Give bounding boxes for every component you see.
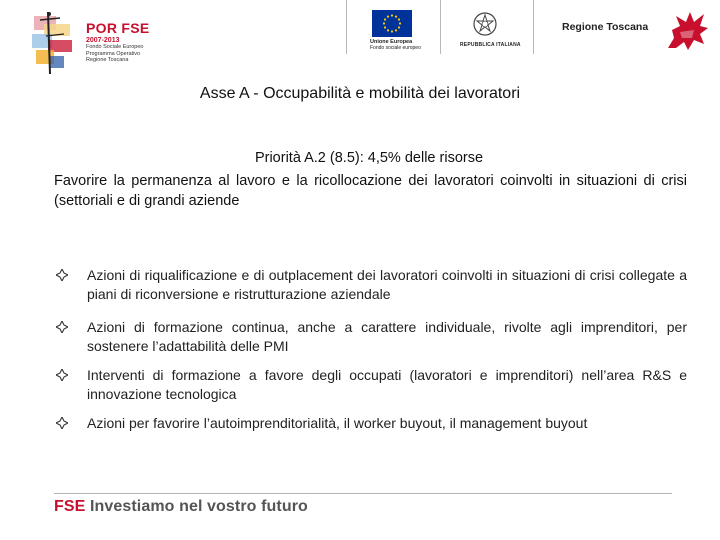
header-divider <box>346 0 347 54</box>
axis-title: Asse A - Occupabilità e mobilità dei lavoratori <box>199 85 521 102</box>
list-item-text: Azioni di formazione continua, anche a carattere individuale, rivolte agli imprenditori, per sostenere l’adattabilità delle PMI <box>87 319 687 354</box>
footer-divider <box>54 493 672 494</box>
diamond-bullet-icon <box>56 417 68 429</box>
diamond-bullet-icon <box>56 269 68 281</box>
header-divider <box>440 0 441 54</box>
program-line: Fondo Sociale Europeo <box>86 44 144 50</box>
diamond-bullet-icon <box>56 369 68 381</box>
priority-heading: Priorità A.2 (8.5): 4,5% delle risorse <box>254 150 484 166</box>
program-line: Programma Operativo <box>86 50 141 57</box>
list-item <box>56 414 687 433</box>
footer-brand: FSE <box>54 498 86 515</box>
list-item-text: Interventi di formazione a favore degli occupati (lavoratori e imprenditori) nell’area R&S e innovazione tecnologica <box>87 367 687 402</box>
footer-tagline <box>54 498 308 516</box>
eu-flag-icon <box>372 10 412 37</box>
program-line: Regione Toscana <box>86 57 129 63</box>
tuscany-pegasus-icon <box>664 8 712 54</box>
header <box>0 0 720 75</box>
objective-text: Favorire la permanenza al lavoro e la ricollocazione dei lavoratori coinvolti in situazioni di crisi (settoriali e di grandi aziende <box>54 173 687 209</box>
por-fse-logo <box>26 10 82 76</box>
eu-caption-line2: Fondo sociale europeo <box>370 44 421 51</box>
italian-republic-emblem-icon <box>472 11 498 37</box>
program-text <box>86 20 150 64</box>
list-item <box>56 366 687 414</box>
header-divider <box>533 0 534 54</box>
diamond-bullet-icon <box>56 321 68 333</box>
list-item-text: Azioni di riqualificazione e di outplacement dei lavoratori coinvolti in situazioni di crisi collegate a piani di riconversione e ristrutturazione aziendale <box>87 267 687 302</box>
republic-caption: REPUBBLICA ITALIANA <box>460 42 521 48</box>
region-name: Regione Toscana <box>562 21 649 33</box>
action-list <box>56 266 687 433</box>
program-years: 2007-2013 <box>86 37 120 44</box>
program-title: POR FSE <box>86 20 150 36</box>
list-item <box>56 266 687 318</box>
list-item-text: Azioni per favorire l’autoimprenditorialità, il worker buyout, il management buyout <box>87 415 588 431</box>
list-item <box>56 318 687 366</box>
eu-caption <box>370 40 421 51</box>
eu-caption-line1: Unione Europea <box>370 39 413 45</box>
footer-slogan: Investiamo nel vostro futuro <box>89 498 308 515</box>
